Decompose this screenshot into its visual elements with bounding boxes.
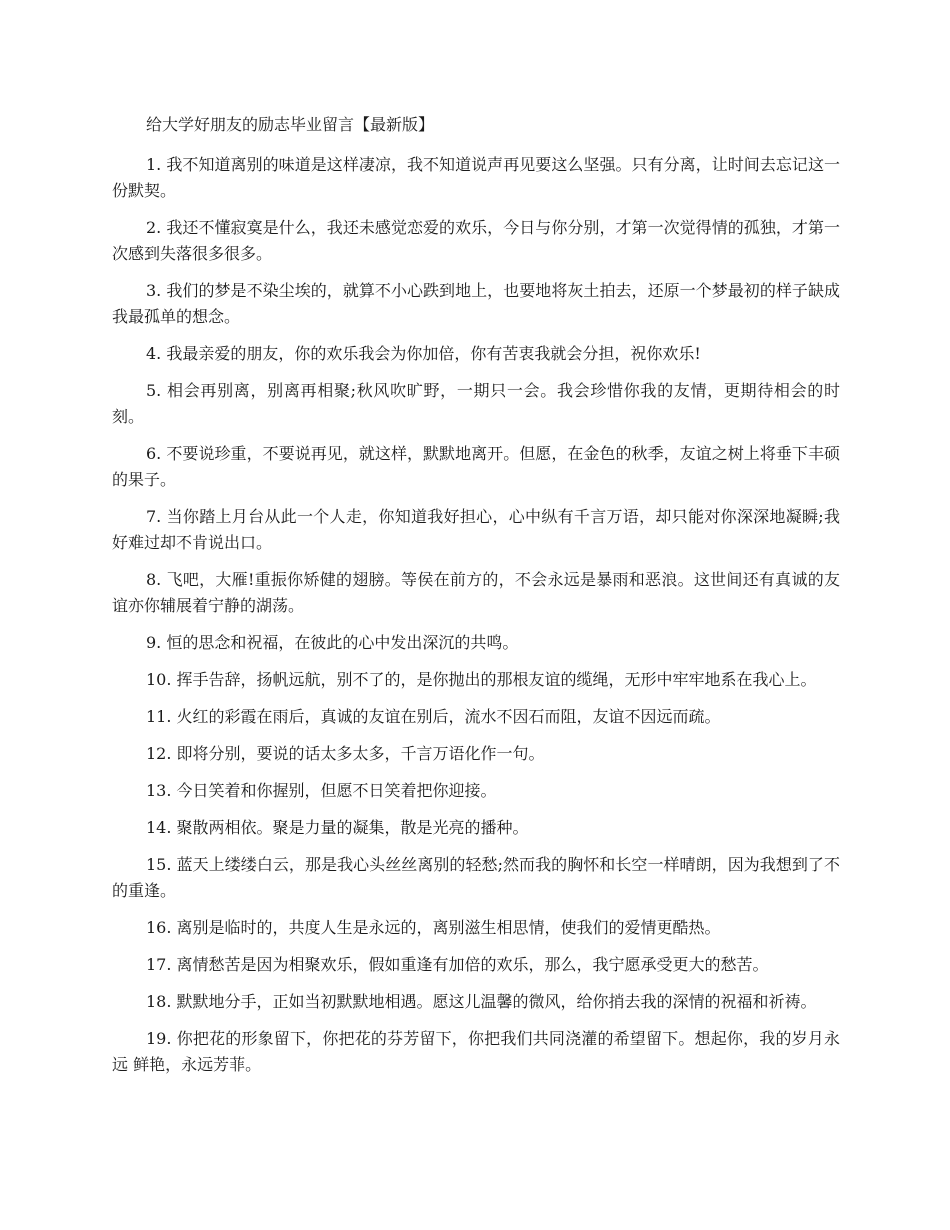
- entry-9: 9. 恒的思念和祝福，在彼此的心中发出深沉的共鸣。: [146, 633, 519, 652]
- entry-12: 12. 即将分别，要说的话太多太多，千言万语化作一句。: [146, 744, 545, 763]
- entry-3: 3. 我们的梦是不染尘埃的，就算不小心跌到地上，也要地将灰土拍去，还原一个梦最初的样子缺成我最孤单的想念。: [112, 281, 840, 326]
- document-page: [112, 112, 840, 1089]
- entry-10: 10. 挥手告辞，扬帆远航，别不了的，是你抛出的那根友谊的缆绳，无形中牢牢地系在我心上。: [146, 670, 817, 689]
- entry-13: 13. 今日笑着和你握别，但愿不日笑着把你迎接。: [146, 781, 497, 800]
- entry-4: 4. 我最亲爱的朋友，你的欢乐我会为你加倍，你有苦衷我就会分担，祝你欢乐!: [146, 344, 701, 363]
- entry-1: 1. 我不知道离别的味道是这样凄凉，我不知道说声再见要这么坚强。只有分离，让时间去忘记这一份默契。: [112, 155, 840, 200]
- entry-6: 6. 不要说珍重，不要说再见，就这样，默默地离开。但愿，在金色的秋季，友谊之树上将垂下丰硕 的果子。: [112, 444, 840, 489]
- entry-15: 15. 蓝天上缕缕白云，那是我心头丝丝离别的轻愁;然而我的胸怀和长空一样晴朗，因为我想到了不的重逢。: [112, 855, 840, 900]
- entry-2: 2. 我还不懂寂寞是什么，我还未感觉恋爱的欢乐，今日与你分别，才第一次觉得情的孤独，才第一次感到失落很多很多。: [112, 218, 840, 263]
- entry-16: 16. 离别是临时的，共度人生是永远的，离别滋生相思情，使我们的爱情更酷热。: [146, 918, 721, 937]
- entry-19: 19. 你把花的形象留下，你把花的芬芳留下，你把我们共同浇灌的希望留下。想起你，我的岁月永远 鲜艳，永远芳菲。: [112, 1029, 840, 1074]
- document-title: 给大学好朋友的励志毕业留言【最新版】: [146, 115, 435, 134]
- entry-list: [112, 152, 840, 1078]
- entry-14: 14. 聚散两相依。聚是力量的凝集，散是光亮的播种。: [146, 818, 529, 837]
- entry-7: 7. 当你踏上月台从此一个人走，你知道我好担心，心中纵有千言万语，却只能对你深深地凝瞬;我好难过却不肯说出口。: [112, 507, 840, 552]
- entry-5: 5. 相会再别离，别离再相聚;秋风吹旷野，一期只一会。我会珍惜你我的友情，更期待相会的时刻。: [112, 381, 840, 426]
- entry-18: 18. 默默地分手，正如当初默默地相遇。愿这儿温馨的微风，给你捎去我的深情的祝福和祈祷。: [146, 992, 817, 1011]
- entry-11: 11. 火红的彩霞在雨后，真诚的友谊在别后，流水不因石而阻，友谊不因远而疏。: [146, 707, 721, 726]
- entry-8: 8. 飞吧，大雁!重振你矫健的翅膀。等侯在前方的，不会永远是暴雨和恶浪。这世间还有真诚的友谊亦你辅展着宁静的湖荡。: [112, 570, 840, 615]
- entry-17: 17. 离情愁苦是因为相聚欢乐，假如重逢有加倍的欢乐，那么，我宁愿承受更大的愁苦。: [146, 955, 769, 974]
